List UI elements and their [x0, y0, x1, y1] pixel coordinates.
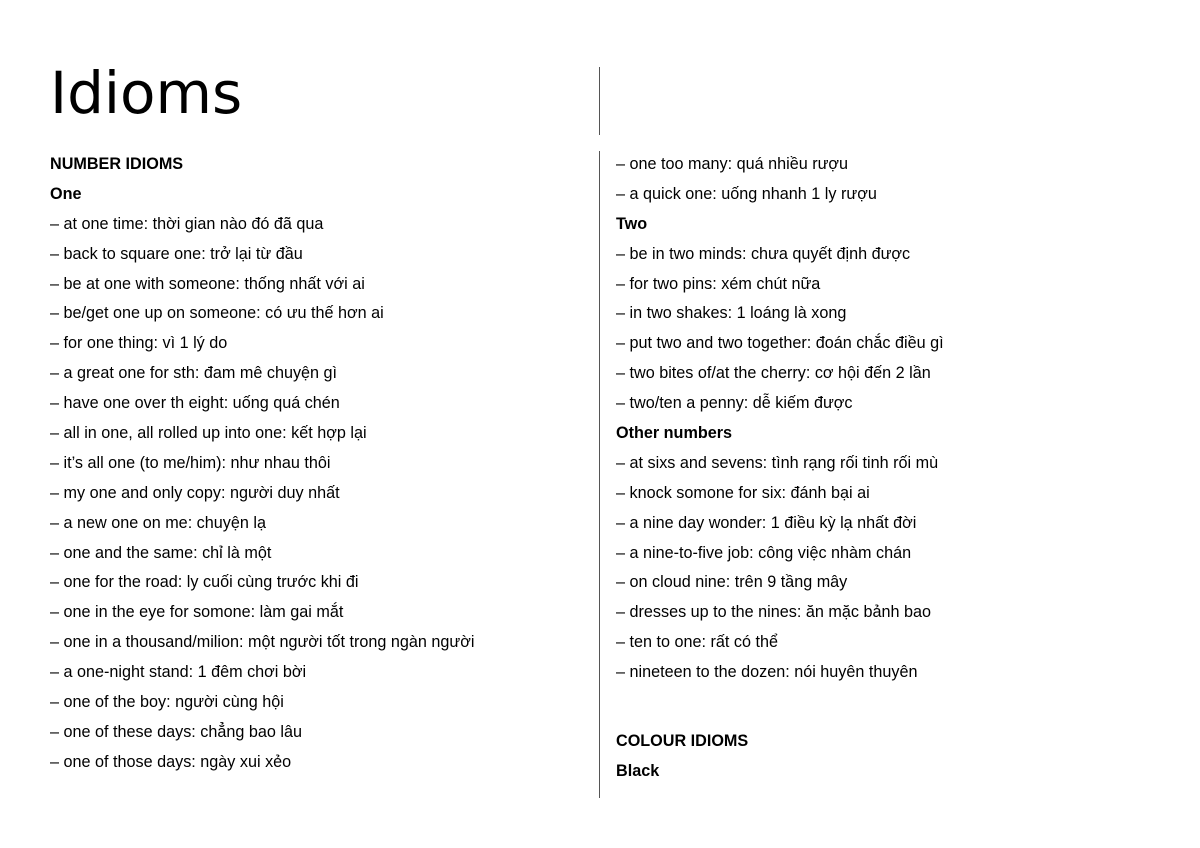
column-divider — [599, 151, 600, 798]
idiom-item: – for one thing: vì 1 lý do — [50, 334, 228, 353]
idiom-item: – a new one on me: chuyện lạ — [50, 513, 266, 532]
idiom-list-two — [616, 242, 1176, 421]
idiom-item: – for two pins: xém chút nữa — [616, 274, 821, 293]
idiom-item: – have one over th eight: uống quá chén — [50, 394, 340, 413]
idiom-item: – it’s all one (to me/him): như nhau thôi — [50, 453, 331, 472]
page-title: Idioms — [50, 59, 243, 127]
idiom-item: – a great one for sth: đam mê chuyện gì — [50, 364, 338, 383]
idiom-list-one-continued — [616, 152, 1176, 212]
subheading-other-numbers: Other numbers — [616, 424, 733, 443]
idiom-item: – at sixs and sevens: tình rạng rối tinh rối mù — [616, 453, 939, 472]
idiom-item: – one of those days: ngày xui xẻo — [50, 752, 292, 771]
idiom-item: – one in a thousand/milion: một người tốt trong ngàn người — [50, 633, 475, 652]
subheading-one: One — [50, 184, 82, 203]
idiom-item: – two bites of/at the cherry: cơ hội đến 2 lần — [616, 364, 931, 383]
idiom-item: – one too many: quá nhiều rượu — [616, 155, 849, 173]
idiom-item: – at one time: thời gian nào đó đã qua — [50, 214, 324, 233]
left-column — [50, 152, 590, 780]
idiom-item: – nineteen to the dozen: nói huyên thuyên — [616, 663, 918, 682]
idiom-item: – put two and two together: đoán chắc điều gì — [616, 334, 944, 353]
idiom-item: – a quick one: uống nhanh 1 ly rượu — [616, 184, 877, 203]
right-column — [616, 152, 1176, 789]
idiom-item: – two/ten a penny: dễ kiếm được — [616, 394, 853, 413]
idiom-item: – be in two minds: chưa quyết định được — [616, 244, 911, 263]
idiom-item: – all in one, all rolled up into one: kết hợp lại — [50, 424, 367, 443]
idiom-item: – a one-night stand: 1 đêm chơi bời — [50, 663, 307, 682]
idiom-item: – dresses up to the nines: ăn mặc bảnh bao — [616, 603, 931, 622]
idiom-item: – knock somone for six: đánh bại ai — [616, 483, 870, 502]
idiom-item: – be at one with someone: thống nhất với ai — [50, 274, 365, 293]
idiom-item: – my one and only copy: người duy nhất — [50, 483, 340, 502]
section-gap — [616, 690, 1176, 729]
idiom-item: – one of these days: chẳng bao lâu — [50, 722, 302, 741]
section-heading-number-idioms: NUMBER IDIOMS — [50, 155, 184, 173]
idiom-item: – back to square one: trở lại từ đầu — [50, 244, 303, 263]
idiom-list-other-numbers — [616, 451, 1176, 690]
idiom-item: – one for the road: ly cuối cùng trước khi đi — [50, 573, 359, 592]
subheading-black: Black — [616, 761, 660, 780]
section-heading-colour-idioms: COLOUR IDIOMS — [616, 731, 749, 750]
idiom-item: – ten to one: rất có thể — [616, 633, 778, 652]
idiom-item: – one in the eye for somone: làm gai mắt — [50, 603, 344, 622]
idiom-item: – a nine day wonder: 1 điều kỳ lạ nhất đời — [616, 513, 917, 532]
column-divider-top — [599, 67, 600, 135]
subheading-two: Two — [616, 214, 648, 233]
idiom-item: – a nine-to-five job: công việc nhàm chán — [616, 543, 912, 562]
idiom-item: – be/get one up on someone: có ưu thế hơn ai — [50, 304, 384, 323]
idiom-list-one — [50, 212, 590, 780]
idiom-item: – one and the same: chỉ là một — [50, 543, 272, 562]
idiom-item: – one of the boy: người cùng hội — [50, 693, 284, 712]
idiom-item: – on cloud nine: trên 9 tầng mây — [616, 573, 848, 592]
idiom-item: – in two shakes: 1 loáng là xong — [616, 304, 847, 323]
